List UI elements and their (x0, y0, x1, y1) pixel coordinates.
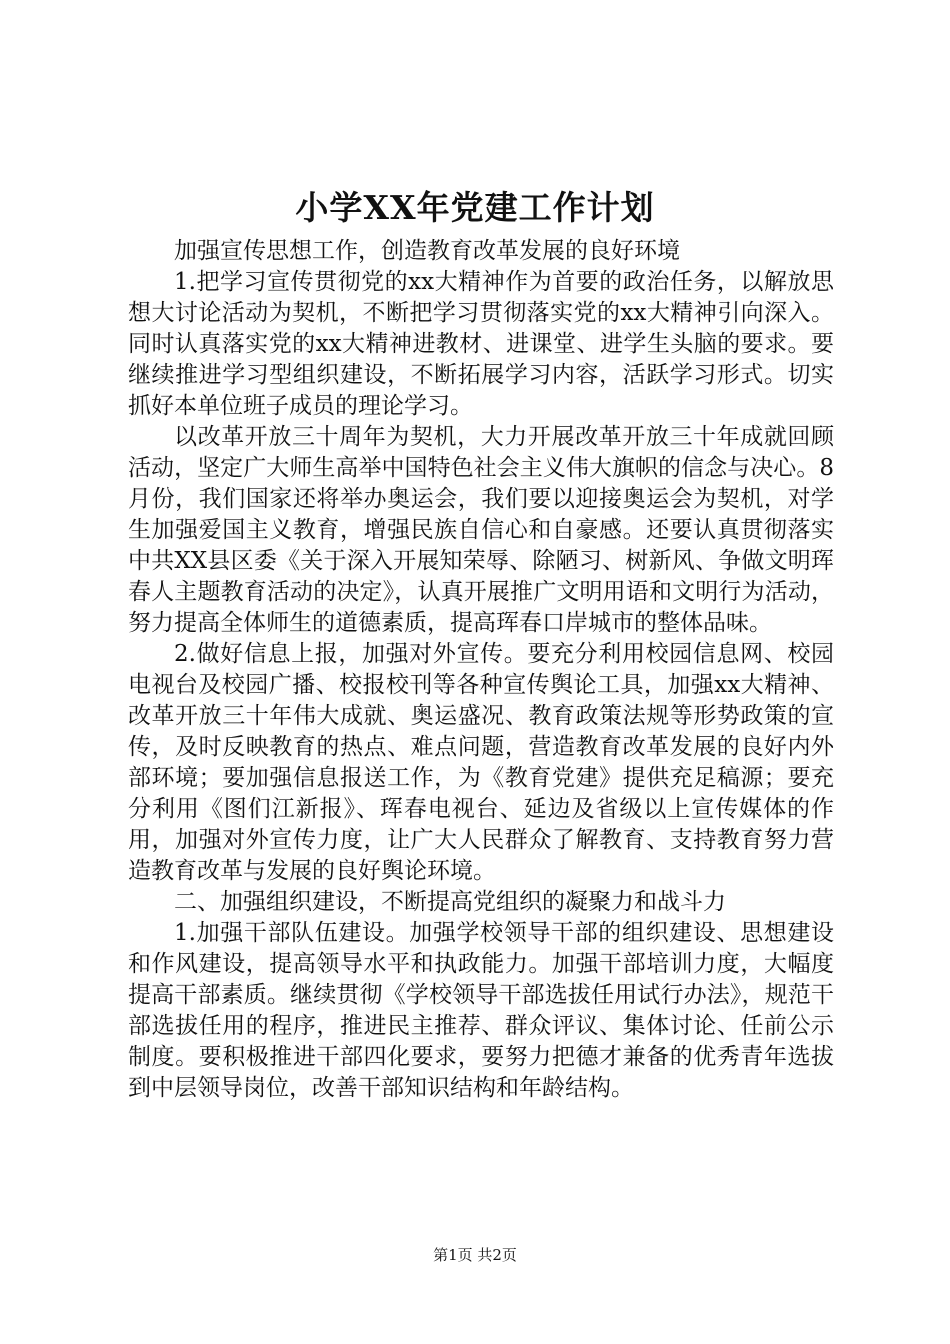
document-body (128, 236, 834, 1104)
section-heading: 二、加强组织建设，不断提高党组织的凝聚力和战斗力 (174, 889, 726, 915)
body-paragraph: 以改革开放三十周年为契机，大力开展改革开放三十年成就回顾活动，坚定广大师生高举中国特色社会主义伟大旗帜的信念与决心。8月份，我们国家还将举办奥运会，我们要以迎接奥运会为契机，对学生加强爱国主义教育，增强民族自信心和自豪感。还要认真贯彻落实中共XX县区委《关于深入开展知荣辱、除陋习、树新风、争做文明珲春人主题教育活动的决定》，认真开展推广文明用语和文明行为活动，努力提高全体师生的道德素质，提高珲春口岸城市的整体品味。 (128, 424, 834, 636)
body-paragraph: 2.做好信息上报，加强对外宣传。要充分利用校园信息网、校园电视台及校园广播、校报校刊等各种宣传舆论工具，加强xx大精神、改革开放三十年伟大成就、奥运盛况、教育政策法规等形势政策的宣传，及时反映教育的热点、难点问题，营造教育改革发展的良好内外部环境；要加强信息报送工作，为《教育党建》提供充足稿源；要充分利用《图们江新报》、珲春电视台、延边及省级以上宣传媒体的作用，加强对外宣传力度，让广大人民群众了解教育、支持教育努力营造教育改革与发展的良好舆论环境。 (128, 641, 834, 884)
document-title: 小学XX年党建工作计划 (295, 188, 655, 227)
page-number-footer: 第1页 共2页 (433, 1246, 517, 1264)
body-paragraph: 1.把学习宣传贯彻党的xx大精神作为首要的政治任务，以解放思想大讨论活动为契机，不断把学习贯彻落实党的xx大精神引向深入。同时认真落实党的xx大精神进教材、进课堂、进学生头脑的要求。要继续推进学习型组织建设，不断拓展学习内容，活跃学习形式。切实抓好本单位班子成员的理论学习。 (128, 269, 834, 419)
body-paragraph: 1.加强干部队伍建设。加强学校领导干部的组织建设、思想建设和作风建设，提高领导水平和执政能力。加强干部培训力度，大幅度提高干部素质。继续贯彻《学校领导干部选拔任用试行办法》，规范干部选拔任用的程序，推进民主推荐、群众评议、集体讨论、任前公示制度。要积极推进干部四化要求，要努力把德才兼备的优秀青年选拔到中层领导岗位，改善干部知识结构和年龄结构。 (128, 920, 834, 1101)
section-heading: 加强宣传思想工作，创造教育改革发展的良好环境 (174, 238, 680, 264)
